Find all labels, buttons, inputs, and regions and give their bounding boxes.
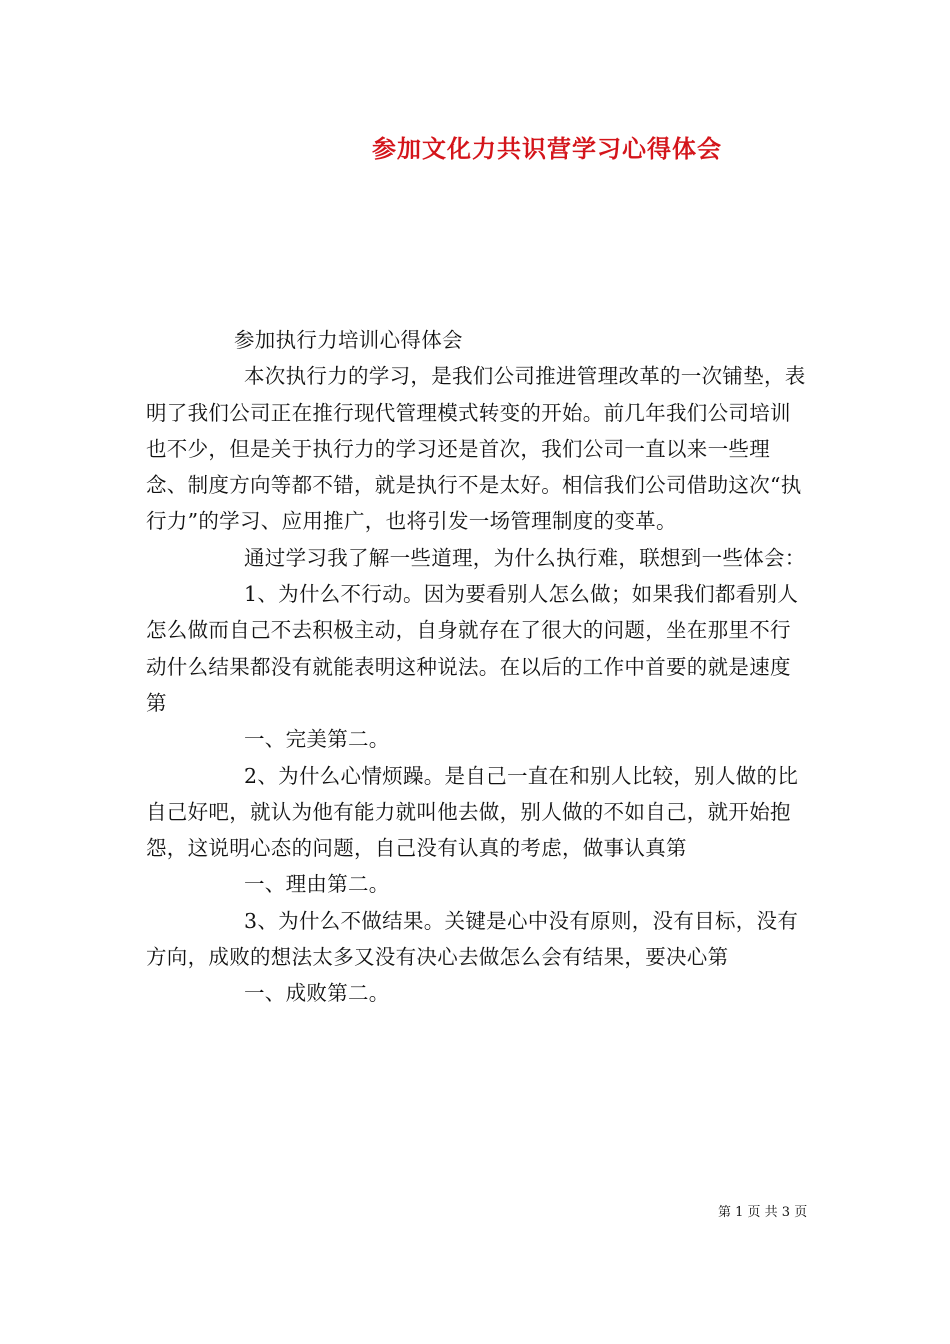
- paragraph: 本次执行力的学习，是我们公司推进管理改革的一次铺垫，表明了我们公司正在推行现代管理模式转变的开始。前几年我们公司培训也不少，但是关于执行力的学习还是首次，我们公司一直以来一些理念、制度方向等都不错，就是执行不是太好。相信我们公司借助这次“执行力”的学习、应用推广，也将引发一场管理制度的变革。: [146, 364, 806, 534]
- page-number: 第 1 页 共 3 页: [718, 1205, 808, 1220]
- paragraph: 一、成败第二。: [244, 981, 390, 1006]
- paragraph: 2、为什么心情烦躁。是自己一直在和别人比较，别人做的比自己好吧，就认为他有能力就叫他去做，别人做的不如自己，就开始抱怨，这说明心态的问题，自己没有认真的考虑，做事认真第: [146, 763, 799, 861]
- document-title: 参加文化力共识营学习心得体会: [372, 135, 722, 163]
- document-body: [146, 322, 810, 1012]
- paragraph: 3、为什么不做结果。关键是心中没有原则，没有目标，没有方向，成败的想法太多又没有决心去做怎么会有结果，要决心第: [146, 908, 799, 970]
- paragraph: 1、为什么不行动。因为要看别人怎么做；如果我们都看别人怎么做而自己不去积极主动，自身就存在了很大的问题，坐在那里不行动什么结果都没有就能表明这种说法。在以后的工作中首要的就是速度第: [146, 582, 799, 715]
- section-heading: 参加执行力培训心得体会: [234, 328, 463, 352]
- paragraph: 一、完美第二。: [244, 727, 390, 752]
- paragraph: 一、理由第二。: [244, 872, 390, 897]
- paragraph: 通过学习我了解一些道理，为什么执行难，联想到一些体会：: [244, 545, 806, 570]
